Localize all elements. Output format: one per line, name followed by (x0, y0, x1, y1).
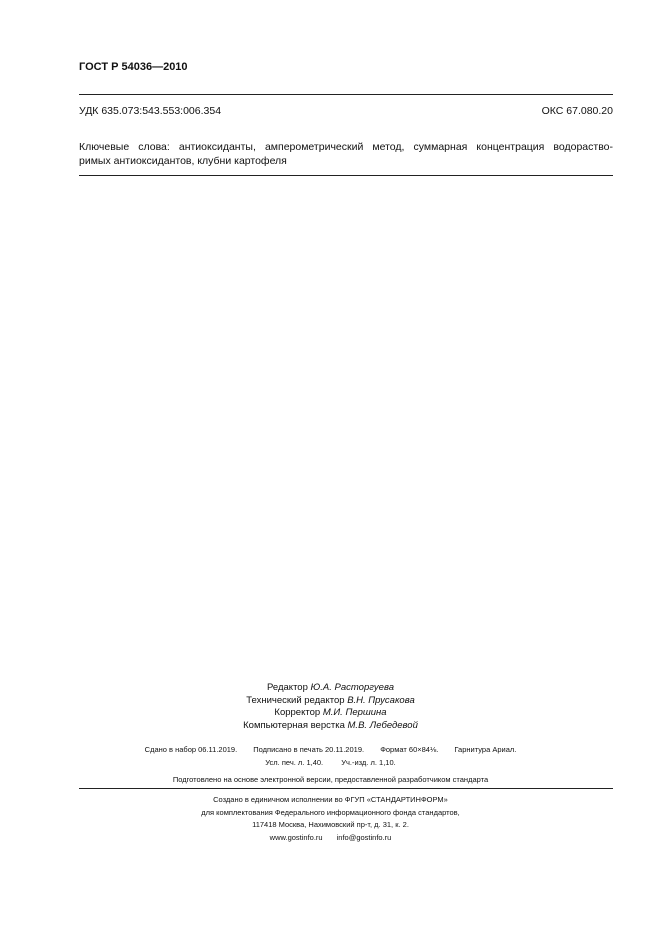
print-sheets: Усл. печ. л. 1,40. (265, 758, 324, 767)
website-link[interactable]: www.gostinfo.ru (269, 832, 323, 842)
paper-format: Формат 60×84⅛. (380, 745, 439, 754)
keywords-line-1: Ключевые слова: антиоксиданты, амперометрический метод, суммарная концентрация водораство- (79, 141, 613, 153)
credit-role: Корректор (274, 707, 321, 718)
credit-role: Технический редактор (246, 694, 345, 706)
email-link[interactable]: info@gostinfo.ru (336, 832, 392, 842)
publisher-contacts (0, 832, 661, 845)
credit-name: В.Н. Прусакова (347, 694, 415, 706)
credits-block (0, 682, 661, 732)
publisher-address: 117418 Москва, Нахимовский пр-т, д. 31, к. 2. (252, 820, 409, 829)
publisher-line-2: для комплектования Федерального информационного фонда стандартов, (201, 807, 460, 817)
typeface: Гарнитура Ариал. (454, 745, 517, 754)
credit-name: М.В. Лебедевой (347, 719, 418, 731)
publisher-line-1: Создано в единичном исполнении во ФГУП «СТАНДАРТИНФОРМ» (213, 795, 448, 804)
credit-layout (0, 720, 661, 733)
keywords-divider (79, 175, 613, 176)
keywords-line-2: римых антиоксидантов, клубни картофеля (79, 155, 287, 167)
publisher-block (0, 794, 661, 844)
credit-editor (0, 682, 661, 695)
submitted-date: Сдано в набор 06.11.2019. (144, 745, 238, 754)
udk-code: УДК 635.073:543.553:006.354 (79, 105, 222, 117)
credit-name: Ю.А. Расторгуева (310, 682, 394, 693)
credit-role: Редактор (266, 682, 308, 693)
print-info-line-1 (0, 745, 661, 754)
signed-date: Подписано в печать 20.11.2019. (253, 745, 365, 754)
keywords-section (79, 140, 613, 168)
print-info-line-2 (0, 758, 661, 767)
credit-proofreader (0, 707, 661, 720)
credit-name: М.И. Першина (322, 707, 387, 718)
footer-divider (79, 788, 613, 789)
document-title: ГОСТ Р 54036—2010 (79, 61, 188, 73)
header-divider (79, 94, 613, 95)
oks-code: ОКС 67.080.20 (541, 105, 613, 117)
credit-role: Компьютерная верстка (243, 719, 345, 731)
prepared-note: Подготовлено на основе электронной версии, предоставленной разработчиком стандарта (172, 775, 489, 784)
publishing-sheets: Уч.-изд. л. 1,10. (341, 758, 396, 767)
credit-tech-editor (0, 695, 661, 708)
